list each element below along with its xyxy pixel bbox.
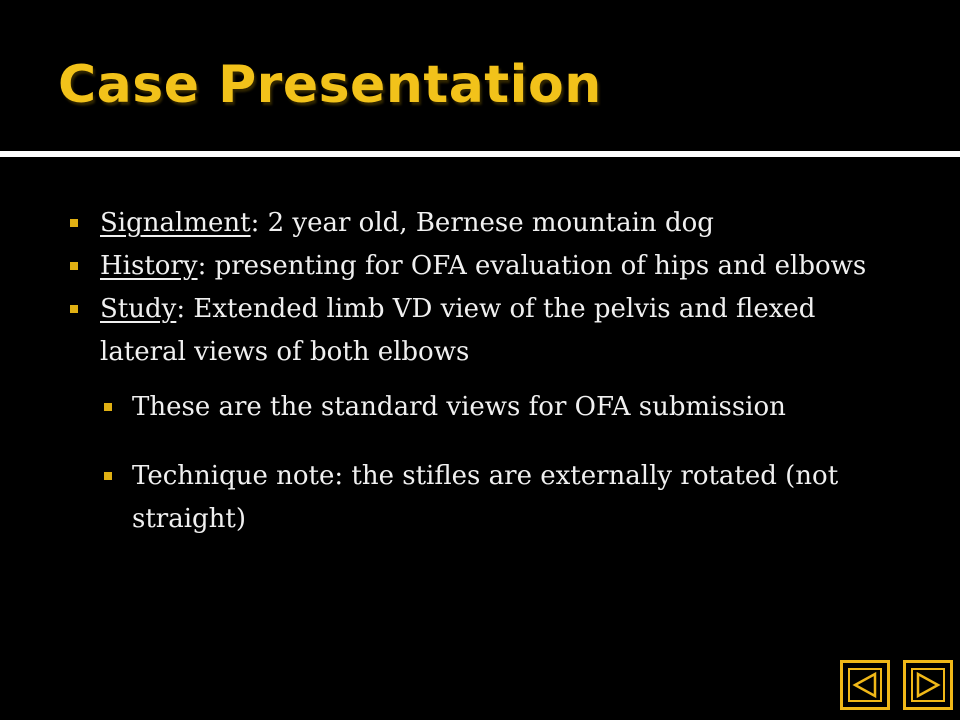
bullet-lead: History <box>100 251 198 281</box>
square-bullet-icon <box>70 305 78 313</box>
sub-bullet-text: These are the standard views for OFA submission <box>132 392 786 422</box>
title-divider <box>0 151 960 157</box>
bullet-lead: Study <box>100 294 177 324</box>
previous-slide-button[interactable] <box>840 660 890 710</box>
slide-content <box>60 202 900 567</box>
bullet-history <box>60 245 900 288</box>
sub-bullet-standard-views <box>60 386 900 429</box>
bullet-study <box>60 288 900 374</box>
slide-title: Case Presentation <box>58 55 602 115</box>
bullet-text: : presenting for OFA evaluation of hips and elbows <box>197 251 867 281</box>
bullet-lead: Signalment <box>100 208 251 238</box>
triangle-right-icon <box>914 671 942 699</box>
next-slide-button[interactable] <box>903 660 953 710</box>
bullet-text: : Extended limb VD view of the pelvis and flexed lateral views of both elbows <box>100 294 816 367</box>
bullet-text: : 2 year old, Bernese mountain dog <box>250 208 714 238</box>
sub-bullet-text: Technique note: the stifles are externally rotated (not straight) <box>132 461 839 534</box>
square-bullet-icon <box>104 472 112 480</box>
square-bullet-icon <box>70 219 78 227</box>
bullet-signalment <box>60 202 900 245</box>
square-bullet-icon <box>70 262 78 270</box>
sub-bullet-technique-note <box>60 455 900 541</box>
triangle-left-icon <box>851 671 879 699</box>
square-bullet-icon <box>104 403 112 411</box>
